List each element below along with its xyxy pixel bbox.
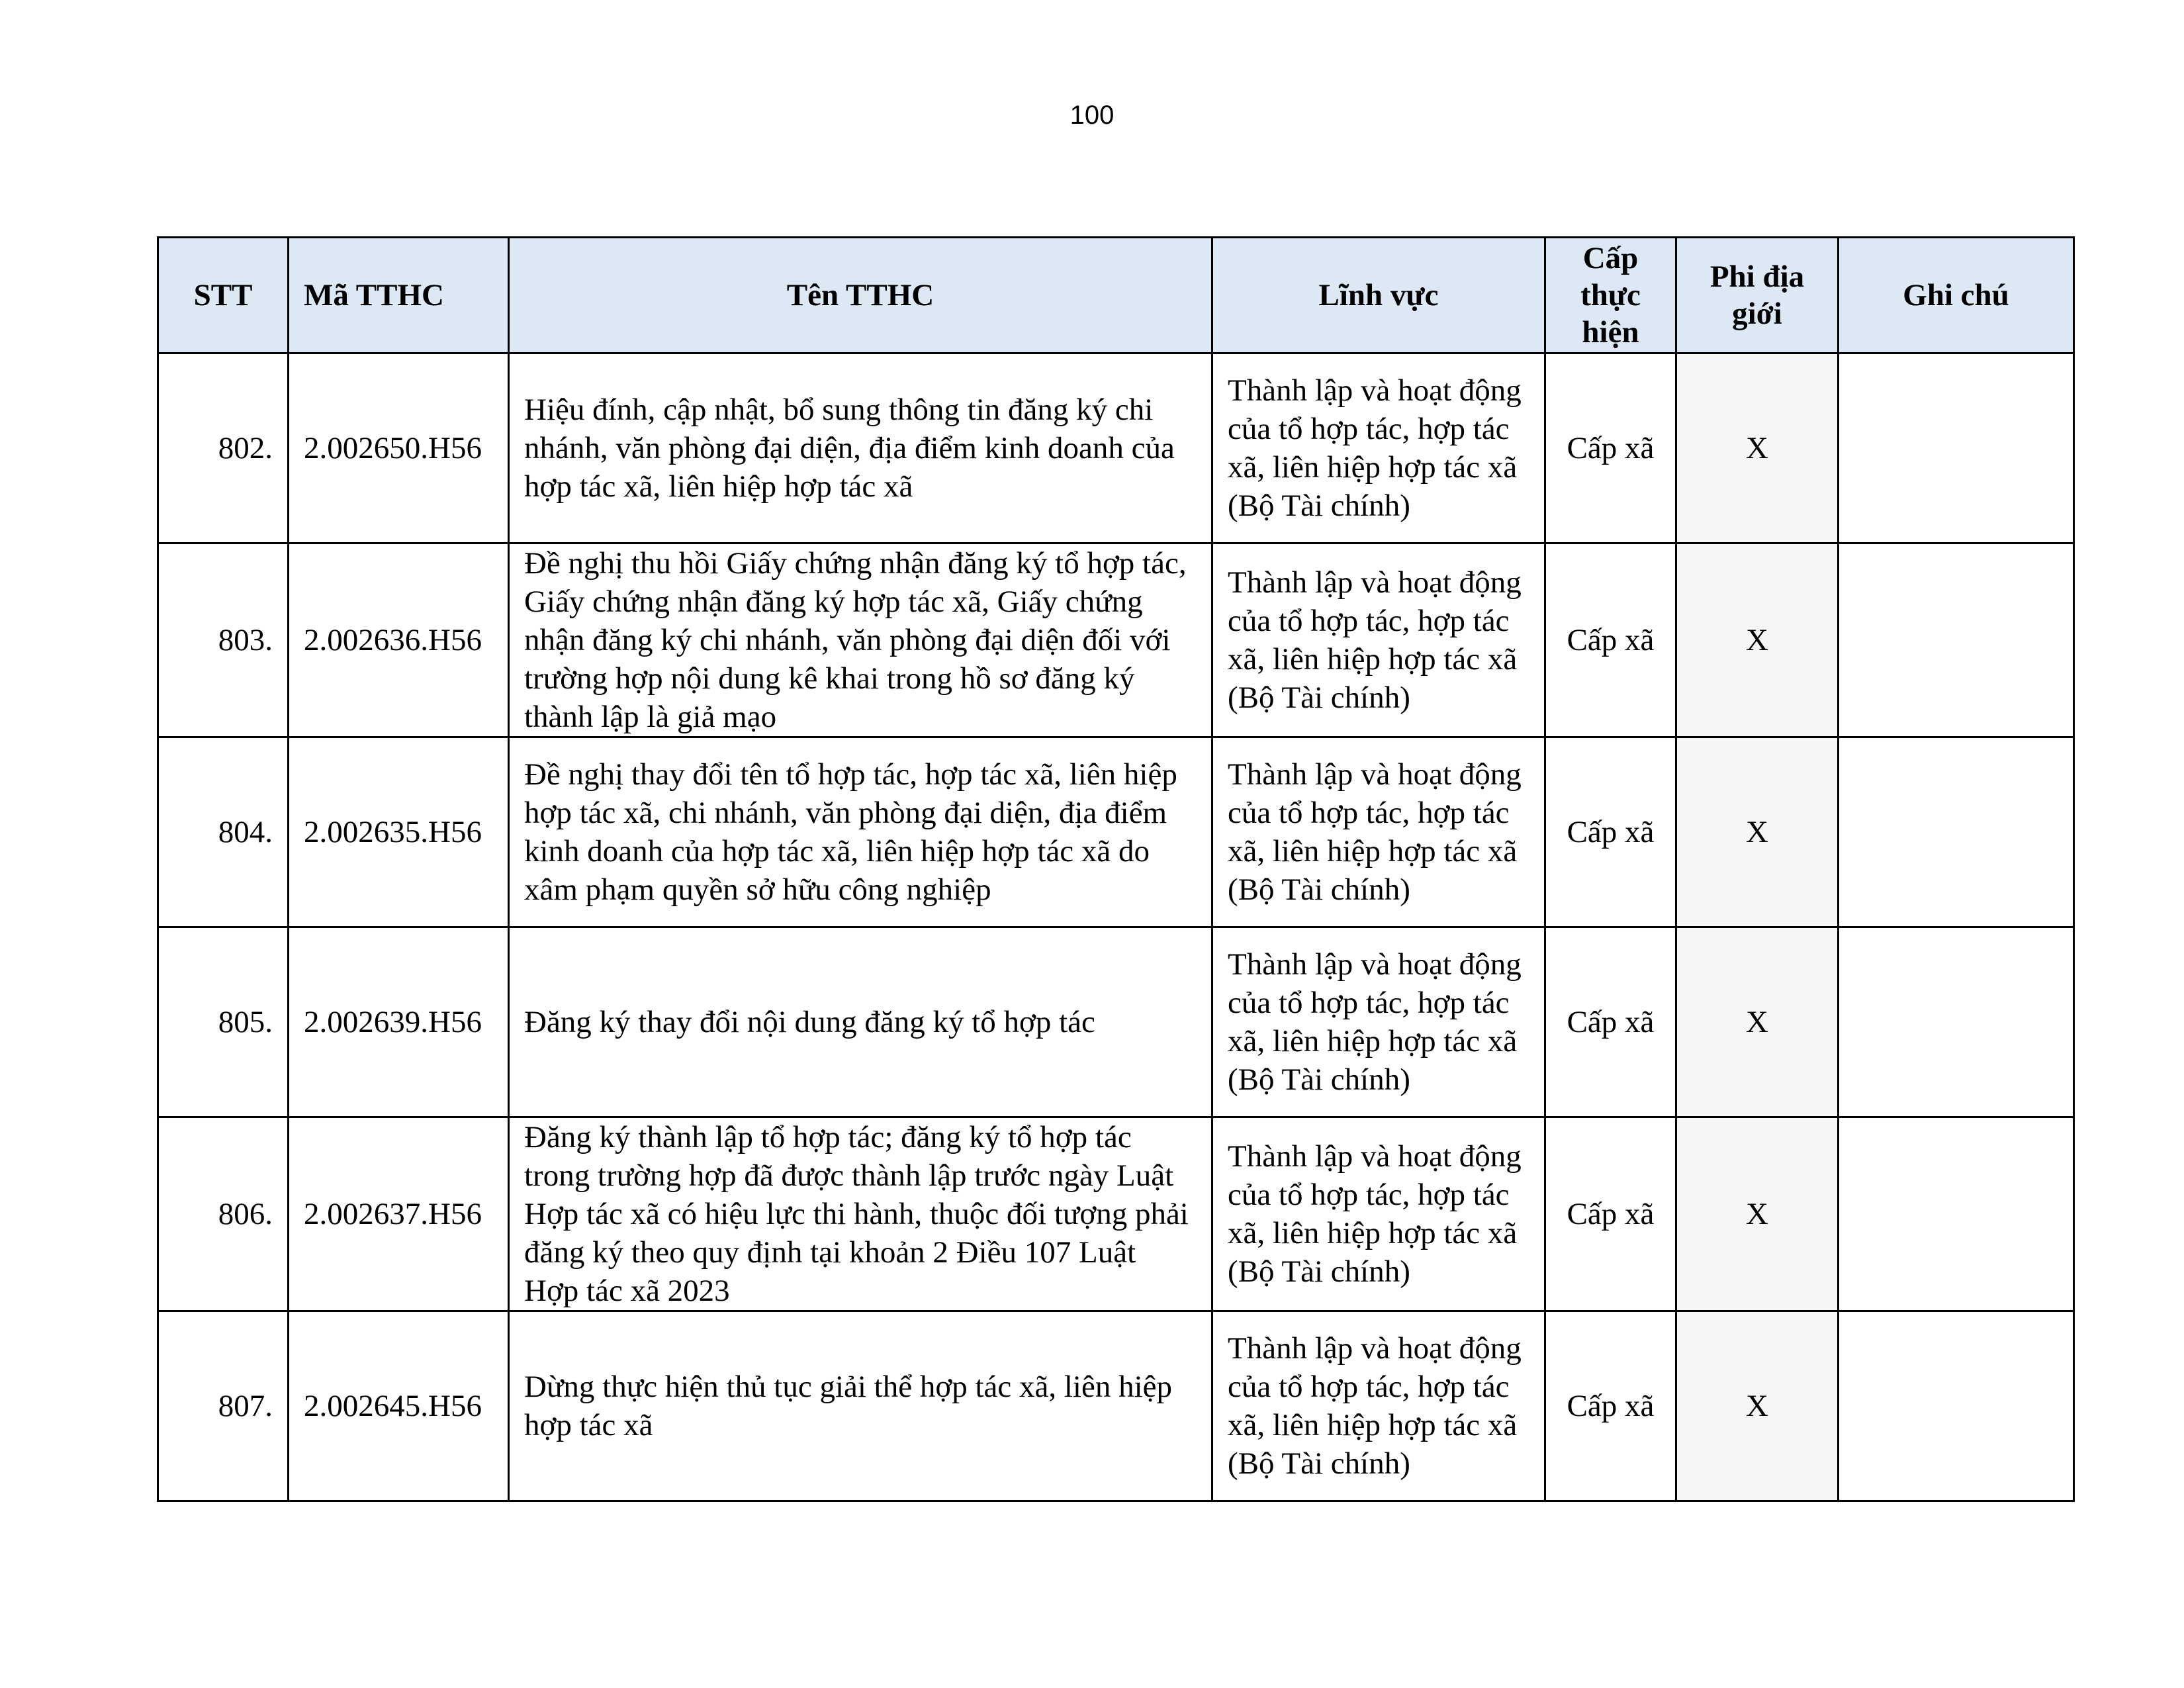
cell-ma-tthc: 2.002639.H56 <box>289 927 509 1117</box>
cell-ma-tthc: 2.002650.H56 <box>289 353 509 543</box>
table-row <box>158 1311 2074 1501</box>
cell-cap-thuc-hien: Cấp xã <box>1545 353 1676 543</box>
cell-stt: 803. <box>158 543 289 737</box>
header-phi-dia-gioi: Phi địa giới <box>1676 238 1839 353</box>
cell-stt: 802. <box>158 353 289 543</box>
cell-linh-vuc: Thành lập và hoạt động của tổ hợp tác, hợp tác xã, liên hiệp hợp tác xã (Bộ Tài chính) <box>1212 1117 1545 1311</box>
cell-phi-dia-gioi: X <box>1676 353 1839 543</box>
cell-ghi-chu <box>1839 927 2074 1117</box>
header-ghi-chu: Ghi chú <box>1839 238 2074 353</box>
cell-ten-tthc: Đăng ký thành lập tổ hợp tác; đăng ký tổ hợp tác trong trường hợp đã được thành lập trước ngày Luật Hợp tác xã có hiệu lực thi hành, thuộc đối tượng phải đăng ký theo quy định tại khoản 2 Điều 107 Luật Hợp tác xã 2023 <box>509 1117 1212 1311</box>
cell-linh-vuc: Thành lập và hoạt động của tổ hợp tác, hợp tác xã, liên hiệp hợp tác xã (Bộ Tài chính) <box>1212 927 1545 1117</box>
cell-linh-vuc: Thành lập và hoạt động của tổ hợp tác, hợp tác xã, liên hiệp hợp tác xã (Bộ Tài chính) <box>1212 353 1545 543</box>
cell-ten-tthc: Đăng ký thay đổi nội dung đăng ký tổ hợp tác <box>509 927 1212 1117</box>
cell-phi-dia-gioi: X <box>1676 543 1839 737</box>
procedures-table <box>157 236 2075 1502</box>
cell-ma-tthc: 2.002636.H56 <box>289 543 509 737</box>
cell-cap-thuc-hien: Cấp xã <box>1545 1117 1676 1311</box>
cell-ghi-chu <box>1839 543 2074 737</box>
header-ten-tthc: Tên TTHC <box>509 238 1212 353</box>
cell-cap-thuc-hien: Cấp xã <box>1545 1311 1676 1501</box>
cell-phi-dia-gioi: X <box>1676 737 1839 927</box>
cell-linh-vuc: Thành lập và hoạt động của tổ hợp tác, hợp tác xã, liên hiệp hợp tác xã (Bộ Tài chính) <box>1212 1311 1545 1501</box>
table-row <box>158 737 2074 927</box>
cell-linh-vuc: Thành lập và hoạt động của tổ hợp tác, hợp tác xã, liên hiệp hợp tác xã (Bộ Tài chính) <box>1212 543 1545 737</box>
header-linh-vuc: Lĩnh vực <box>1212 238 1545 353</box>
cell-stt: 807. <box>158 1311 289 1501</box>
cell-ten-tthc: Hiệu đính, cập nhật, bổ sung thông tin đăng ký chi nhánh, văn phòng đại diện, địa điểm kinh doanh của hợp tác xã, liên hiệp hợp tác xã <box>509 353 1212 543</box>
cell-phi-dia-gioi: X <box>1676 1117 1839 1311</box>
header-ma-tthc: Mã TTHC <box>289 238 509 353</box>
cell-ghi-chu <box>1839 737 2074 927</box>
cell-ghi-chu <box>1839 353 2074 543</box>
cell-ten-tthc: Đề nghị thay đổi tên tổ hợp tác, hợp tác xã, liên hiệp hợp tác xã, chi nhánh, văn phòng đại diện, địa điểm kinh doanh của hợp tác xã, liên hiệp hợp tác xã do xâm phạm quyền sở hữu công nghiệp <box>509 737 1212 927</box>
cell-ma-tthc: 2.002635.H56 <box>289 737 509 927</box>
page-number: 100 <box>1069 101 1115 130</box>
cell-cap-thuc-hien: Cấp xã <box>1545 737 1676 927</box>
table-row <box>158 1117 2074 1311</box>
cell-ghi-chu <box>1839 1117 2074 1311</box>
cell-phi-dia-gioi: X <box>1676 927 1839 1117</box>
cell-stt: 806. <box>158 1117 289 1311</box>
cell-ten-tthc: Dừng thực hiện thủ tục giải thể hợp tác xã, liên hiệp hợp tác xã <box>509 1311 1212 1501</box>
table-header-row <box>158 238 2074 353</box>
table-row <box>158 543 2074 737</box>
cell-linh-vuc: Thành lập và hoạt động của tổ hợp tác, hợp tác xã, liên hiệp hợp tác xã (Bộ Tài chính) <box>1212 737 1545 927</box>
cell-cap-thuc-hien: Cấp xã <box>1545 543 1676 737</box>
table-row <box>158 353 2074 543</box>
cell-stt: 804. <box>158 737 289 927</box>
cell-ghi-chu <box>1839 1311 2074 1501</box>
cell-phi-dia-gioi: X <box>1676 1311 1839 1501</box>
header-stt: STT <box>158 238 289 353</box>
cell-cap-thuc-hien: Cấp xã <box>1545 927 1676 1117</box>
cell-ma-tthc: 2.002645.H56 <box>289 1311 509 1501</box>
cell-ma-tthc: 2.002637.H56 <box>289 1117 509 1311</box>
cell-stt: 805. <box>158 927 289 1117</box>
header-cap-thuc-hien: Cấp thực hiện <box>1545 238 1676 353</box>
table-row <box>158 927 2074 1117</box>
cell-ten-tthc: Đề nghị thu hồi Giấy chứng nhận đăng ký tổ hợp tác, Giấy chứng nhận đăng ký hợp tác xã, Giấy chứng nhận đăng ký chi nhánh, văn phòng đại diện đối với trường hợp nội dung kê khai trong hồ sơ đăng ký thành lập là giả mạo <box>509 543 1212 737</box>
